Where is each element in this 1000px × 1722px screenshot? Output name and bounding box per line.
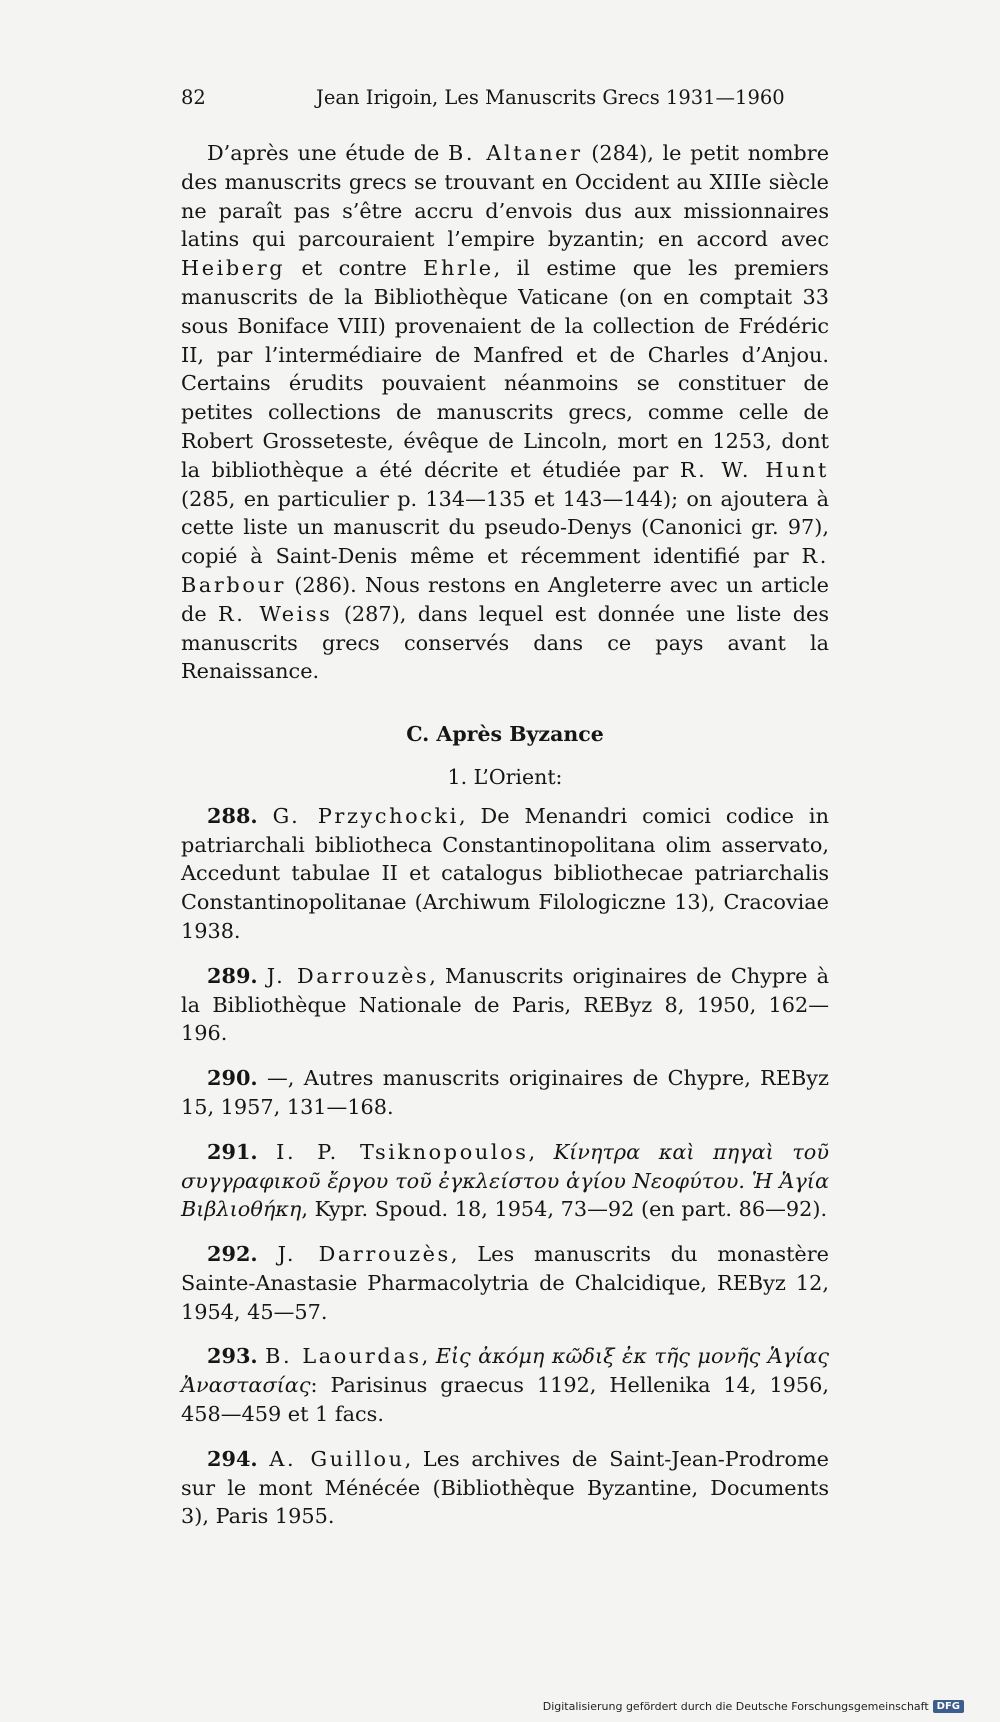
entry-greek-title: Κίνητρα καὶ πηγαὶ τοῦ συγγραφικοῦ ἔργου τοῦ ἐγκλείστου ἁγίου Νεοφύτου. Ἡ Ἁγία Βιβλιοθήκη <box>181 1139 829 1222</box>
entry-text: , Manuscrits originaires de Chypre à la Bibliothèque Nationale de Paris, REByz 8, 1950, 162—196. <box>181 963 829 1046</box>
entry-text: , Kypr. Spoud. 18, 1954, 73—92 (en part. 86—92). <box>301 1197 828 1222</box>
intro-text-2: (284), le petit nombre des manuscrits grecs se trouvant en Occident au XIIIe siècle ne paraît pas s’être accru d’envois dus aux missionnaires latins qui parcouraient l’empire byzantin; en accord avec <box>181 141 829 252</box>
intro-paragraph <box>181 139 829 686</box>
bib-entry-290 <box>181 1064 829 1122</box>
entry-author: I. P. Tsiknopoulos <box>276 1139 529 1164</box>
intro-text-1: D’après une étude de <box>207 141 448 165</box>
entry-author: A. Guillou <box>269 1446 405 1471</box>
author-barbour: R. Barbour <box>181 544 829 597</box>
author-ehrle: Ehrle <box>423 256 494 281</box>
section-title: C. Après Byzance <box>406 722 604 747</box>
page-body <box>181 139 829 1531</box>
dfg-logo-icon: DFG <box>933 1700 964 1713</box>
intro-text-3: et contre <box>285 256 424 281</box>
entry-number: 292. <box>207 1241 258 1267</box>
bib-entry-291: 291. I. P. Tsiknopoulos, Κίνητρα καὶ πηγαὶ τοῦ συγγραφικοῦ ἔργου τοῦ ἐγκλείστου ἁγίου Νεοφύτου. Ἡ Ἁγία Βιβλιοθήκη, Kypr. Spoud. 18, 1954, 73—92 (en part. 86—92). <box>181 1138 829 1222</box>
entry-number: 288. <box>207 802 258 828</box>
running-title: Jean Irigoin, Les Manuscrits Grecs 1931—1960 <box>316 86 785 109</box>
entry-text: , Les archives de Saint-Jean-Prodrome sur le mont Ménécée (Bibliothèque Byzantine, Documents 3), Paris 1955. <box>181 1446 829 1529</box>
entry-text: , Les manuscrits du monastère Sainte-Anastasie Pharmacolytria de Chalcidique, REByz 12, 1954, 45—57. <box>181 1242 829 1324</box>
intro-text-7: (287), dans lequel est donnée une liste des manuscrits grecs conservés dans ce pays avant la Renaissance. <box>181 601 829 684</box>
intro-text-5: (285, en particulier p. 134—135 et 143—144); on ajoutera à cette liste un manuscrit du pseudo-Denys (Canonici gr. 97), copié à Saint-Denis même et récemment identifié par <box>181 486 829 569</box>
page-number: 82 <box>181 86 206 109</box>
digitization-footer <box>543 1700 964 1713</box>
footer-credit: Digitalisierung gefördert durch die Deutsche Forschungsgemeinschaft <box>542 1700 929 1713</box>
entry-author: J. Darrouzès <box>277 1242 451 1267</box>
entry-text: , De Menandri comici codice in patriarchali bibliotheca Constantinopolitana olim asservato, Accedunt tabulae II et catalogus bibliothecae patriarchalis Constantinopolitanae (Archiwum Filologiczne 13), Cracoviae 1938. <box>181 803 829 943</box>
entry-author: G. Przychocki <box>272 803 459 828</box>
bib-entry-292 <box>181 1240 829 1326</box>
author-weiss: R. Weiss <box>218 601 333 626</box>
bib-entry-288 <box>181 802 829 946</box>
intro-text-6: (286). Nous restons en Angleterre avec un article de <box>181 572 829 626</box>
author-altaner: B. Altaner <box>448 141 583 165</box>
entry-number: 294. <box>207 1445 258 1471</box>
entry-number: 291. <box>207 1138 258 1164</box>
entry-greek-title: Εἰς ἀκόμη κῶδιξ ἐκ τῆς μονῆς Ἁγίας Ἀναστασίας <box>181 1344 829 1398</box>
entry-number: 290. <box>207 1065 258 1091</box>
entry-author: B. Laourdas <box>265 1344 422 1369</box>
entry-text: —, Autres manuscrits originaires de Chypre, REByz 15, 1957, 131—168. <box>181 1066 829 1119</box>
bib-entry-294 <box>181 1445 829 1531</box>
entry-number: 289. <box>207 962 258 988</box>
subsection-title: 1. L’Orient: <box>447 764 563 789</box>
bib-entry-293: 293. B. Laourdas, Εἰς ἀκόμη κῶδιξ ἐκ τῆς μονῆς Ἁγίας Ἀναστασίας: Parisinus graecus 1192, Hellenika 14, 1956, 458—459 et 1 facs. <box>181 1343 829 1427</box>
author-hunt: R. W. Hunt <box>679 457 829 482</box>
entry-number: 293. <box>207 1343 258 1369</box>
author-heiberg: Heiberg <box>181 256 286 281</box>
entry-text: : Parisinus graecus 1192, Hellenika 14, 1956, 458—459 et 1 facs. <box>181 1373 829 1427</box>
bib-entry-289 <box>181 962 829 1048</box>
intro-text-4: , il estime que les premiers manuscrits de la Bibliothèque Vaticane (on en comptait 33 sous Boniface VIII) provenaient de la collection de Frédéric II, par l’intermédiaire de Manfred et de Charles d’Anjou. Certains érudits pouvaient néanmoins se constituer de petites collections de manuscrits grecs, comme celle de Robert Grosseteste, évêque de Lincoln, mort en 1253, dont la bibliothèque a été décrite et étudiée par <box>181 256 829 482</box>
entry-author: J. Darrouzès <box>266 963 430 988</box>
